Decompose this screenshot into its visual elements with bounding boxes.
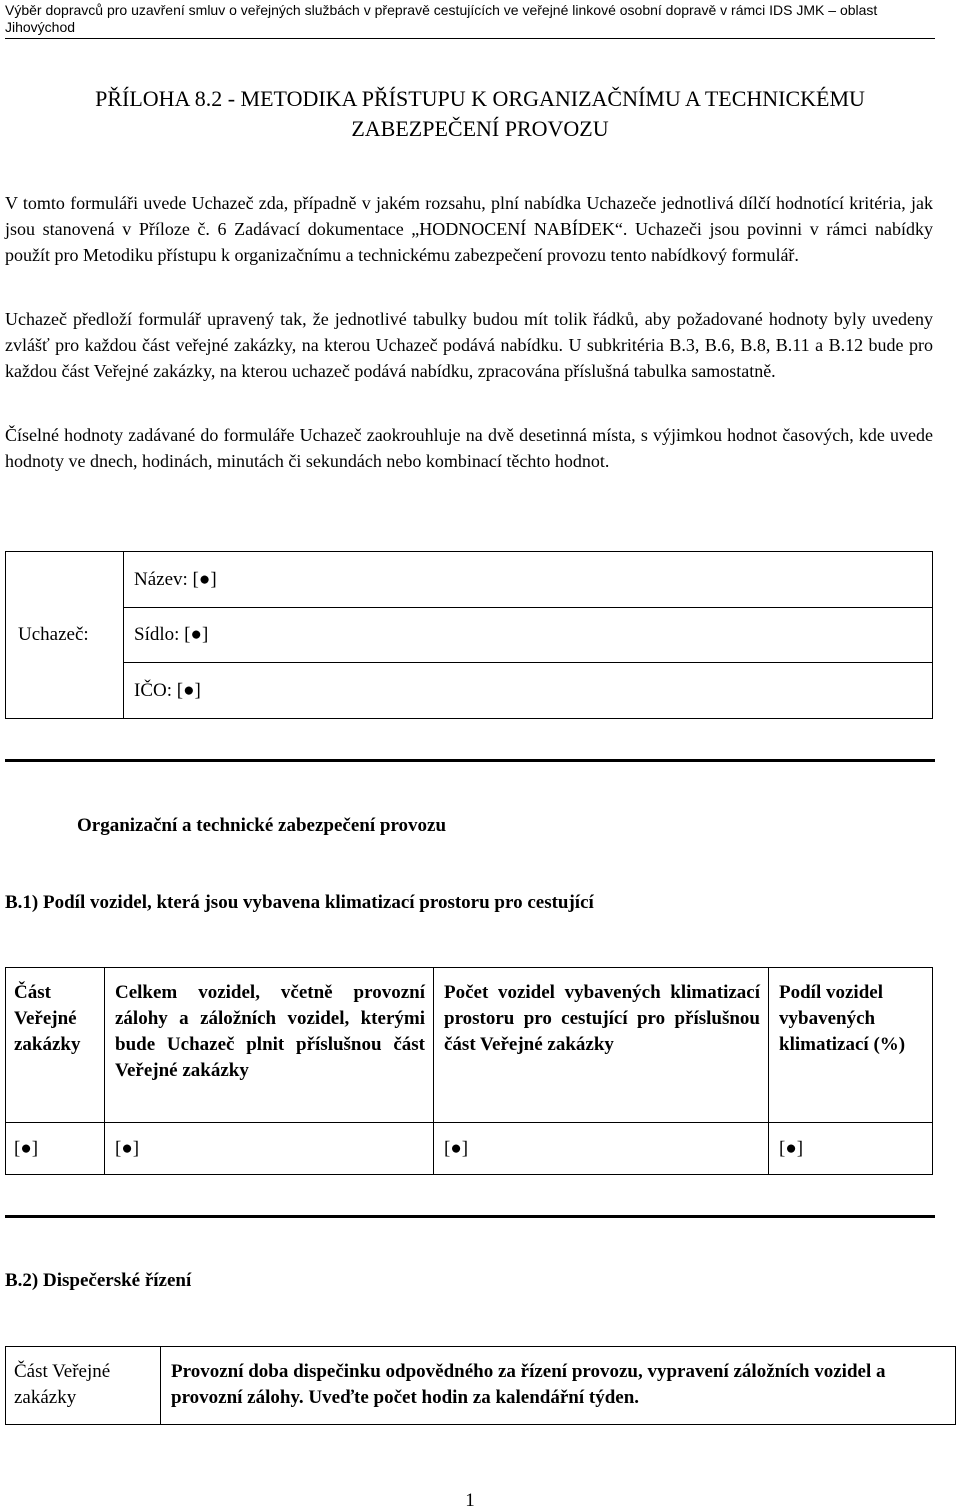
b1-col-ac-share: Podíl vozidel vybavených klimatizací (%)	[769, 968, 933, 1123]
running-header: Výběr dopravců pro uzavření smluv o veřejných službách v přepravě cestujících ve veřejné linkové osobní dopravě v rámci IDS JMK – oblast Jihovýchod	[5, 2, 935, 39]
b2-col-part: Část Veřejné zakázky	[6, 1347, 161, 1425]
applicant-ico-field[interactable]: IČO: [●]	[124, 663, 933, 719]
b2-heading: B.2) Dispečerské řízení	[5, 1270, 192, 1291]
section-divider-2	[5, 1215, 935, 1218]
b2-table	[5, 1346, 956, 1425]
b1-cell-part[interactable]: [●]	[6, 1123, 105, 1175]
b1-table	[5, 967, 933, 1175]
instructions-paragraph: Uchazeč předloží formulář upravený tak, že jednotlivé tabulky budou mít tolik řádků, aby požadované hodnoty byly uvedeny zvlášť pro každou část veřejné zakázky, na kterou Uchazeč podává nabídku. U subkritéria B.3, B.6, B.8, B.11 a B.12 bude pro každou část Veřejné zakázky, na kterou uchazeč podává nabídku, zpracována příslušná tabulka samostatně.	[5, 309, 933, 381]
b2-col-dispatch-hours: Provozní doba dispečinku odpovědného za řízení provozu, vypravení záložních vozidel a provozní zálohy. Uveďte počet hodin za kalendářní týden.	[161, 1347, 956, 1425]
b1-col-ac-vehicles: Počet vozidel vybavených klimatizací prostoru pro cestující pro příslušnou část Veřejné zakázky	[434, 968, 769, 1123]
b1-col-part: Část Veřejné zakázky	[6, 968, 105, 1123]
b1-cell-ac-count[interactable]: [●]	[434, 1123, 769, 1175]
page-title	[0, 84, 960, 144]
b1-col-total-vehicles: Celkem vozidel, včetně provozní zálohy a záložních vozidel, kterými bude Uchazeč plnit příslušnou část Veřejné zakázky	[105, 968, 434, 1123]
applicant-label: Uchazeč:	[6, 552, 124, 719]
applicant-table	[5, 551, 933, 719]
title-line-2: ZABEZPEČENÍ PROVOZU	[351, 116, 609, 141]
page-number: 1	[465, 1490, 475, 1511]
rounding-paragraph: Číselné hodnoty zadávané do formuláře Uchazeč zaokrouhluje na dvě desetinná místa, s výjimkou hodnot časových, kde uvede hodnoty ve dnech, hodinách, minutách či sekundách nebo kombinací těchto hodnot.	[5, 425, 933, 471]
intro-paragraph: V tomto formuláři uvede Uchazeč zda, případně v jakém rozsahu, plní nabídka Uchazeče jednotlivá dílčí hodnotící kritéria, jak jsou stanovená v Příloze č. 6 Zadávací dokumentace „HODNOCENÍ NABÍDEK“. Uchazeči jsou povinni v rámci nabídky použít pro Metodiku přístupu k organizačnímu a technickému zabezpečení provozu tento nabídkový formulář.	[5, 193, 933, 265]
applicant-seat-field[interactable]: Sídlo: [●]	[124, 608, 933, 663]
b1-cell-total[interactable]: [●]	[105, 1123, 434, 1175]
b1-heading: B.1) Podíl vozidel, která jsou vybavena klimatizací prostoru pro cestující	[5, 892, 594, 913]
section-divider	[5, 759, 935, 762]
b1-cell-ac-share[interactable]: [●]	[769, 1123, 933, 1175]
applicant-name-field[interactable]: Název: [●]	[124, 552, 933, 608]
section-title: Organizační a technické zabezpečení provozu	[77, 815, 447, 836]
title-line-1: PŘÍLOHA 8.2 - METODIKA PŘÍSTUPU K ORGANIZAČNÍMU A TECHNICKÉMU	[95, 86, 865, 111]
